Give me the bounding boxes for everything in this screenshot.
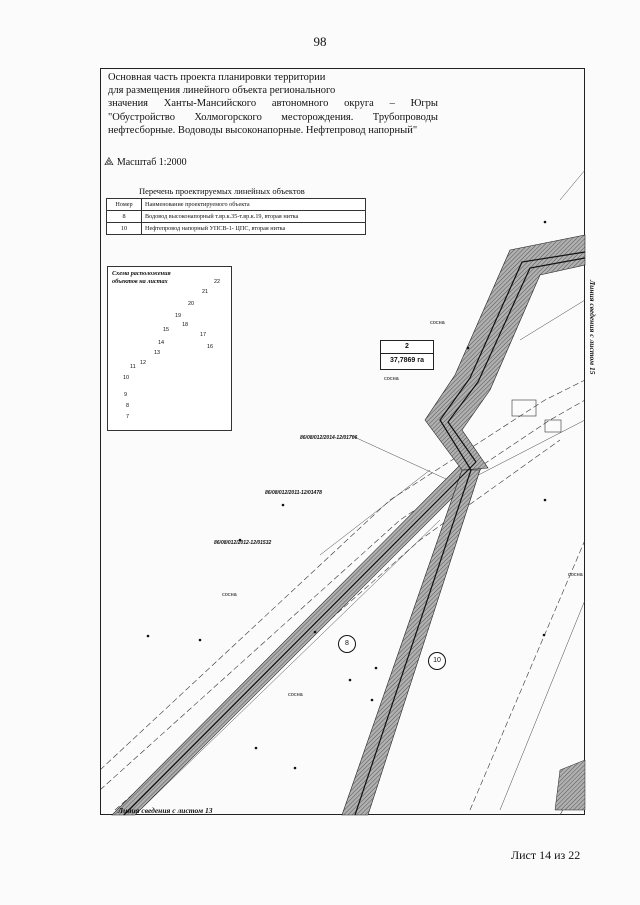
vegetation-label: сосна [222, 592, 237, 598]
pipeline-number-circle: 10 [428, 652, 446, 670]
scheme-sheet-number: 20 [188, 301, 195, 307]
scheme-sheet-number: 7 [126, 414, 130, 420]
scheme-sheet-number: 10 [123, 375, 130, 381]
header-number: Номер [107, 199, 142, 211]
right-edge-strip [555, 760, 585, 810]
vegetation-label: сосна [288, 692, 303, 698]
project-title: Основная часть проекта планировки территории для размещения линейного объекта регионального значения Ханты-Мансийского автономного округа – Югры "Обустройство Холмогорского месторождения. Трубопроводы нефтесборные. Водоводы высоконапорные. Нефтепровод напорный" [108, 72, 438, 136]
area-value: 37,7869 га [389, 357, 425, 364]
scheme-sheet-number: 8 [126, 403, 130, 409]
pipeline-number-circle: 8 [338, 635, 356, 653]
vegetation-label: сосна [384, 376, 399, 382]
table-row: 8 Водовод высоконапорный т.вр.к.35-т.вр.к.19, вторая нитка [107, 211, 366, 223]
scheme-sheet-number: 16 [207, 344, 214, 350]
cadastral-label: 86/08/012/2011-12/01478 [265, 490, 322, 496]
scheme-title: Схема расположения объектов на листах [112, 270, 171, 285]
header-name: Наименование проектируемого объекта [142, 199, 366, 211]
page-number: 98 [313, 34, 327, 49]
objects-table [106, 198, 366, 235]
table-row: 10 Нефтепровод напорный УПСВ-1- ЦПС, вторая нитка [107, 223, 366, 235]
scheme-sheet-number: 17 [200, 332, 207, 338]
building-outline [512, 400, 536, 416]
right-edge-label: Линия сведения с листом 15 [588, 280, 597, 375]
area-number: 2 [381, 341, 433, 354]
sheet-label: Лист 14 из 22 [511, 848, 581, 862]
cadastral-label: 86/08/012/2012-12/01532 [214, 540, 272, 546]
scheme-sheet-number: 15 [163, 327, 170, 333]
scheme-sheet-number: 9 [124, 392, 128, 398]
vegetation-label: сосна [430, 320, 445, 326]
scheme-sheet-number: 12 [140, 360, 147, 366]
scheme-sheet-number: 22 [214, 279, 221, 285]
scheme-sheet-number: 14 [158, 340, 165, 346]
area-box [380, 340, 434, 370]
cadastral-label: 86/08/012/2014-12/01706 [300, 435, 358, 441]
vegetation-label: сосна [568, 572, 583, 578]
bottom-edge-label: Линия сведения с листом 13 [118, 806, 213, 815]
scale-label: ⟁ Масштаб 1:2000 [104, 156, 187, 168]
scheme-sheet-number: 11 [130, 364, 136, 370]
scheme-sheet-number: 13 [154, 350, 161, 356]
table-header-row [107, 199, 366, 211]
scheme-sheet-number: 21 [202, 289, 209, 295]
scheme-sheet-number: 18 [182, 322, 189, 328]
table-title: Перечень проектируемых линейных объектов [139, 186, 305, 196]
north-arrow-icon: ⟁ [104, 156, 114, 168]
scheme-sheet-number: 19 [175, 313, 182, 319]
